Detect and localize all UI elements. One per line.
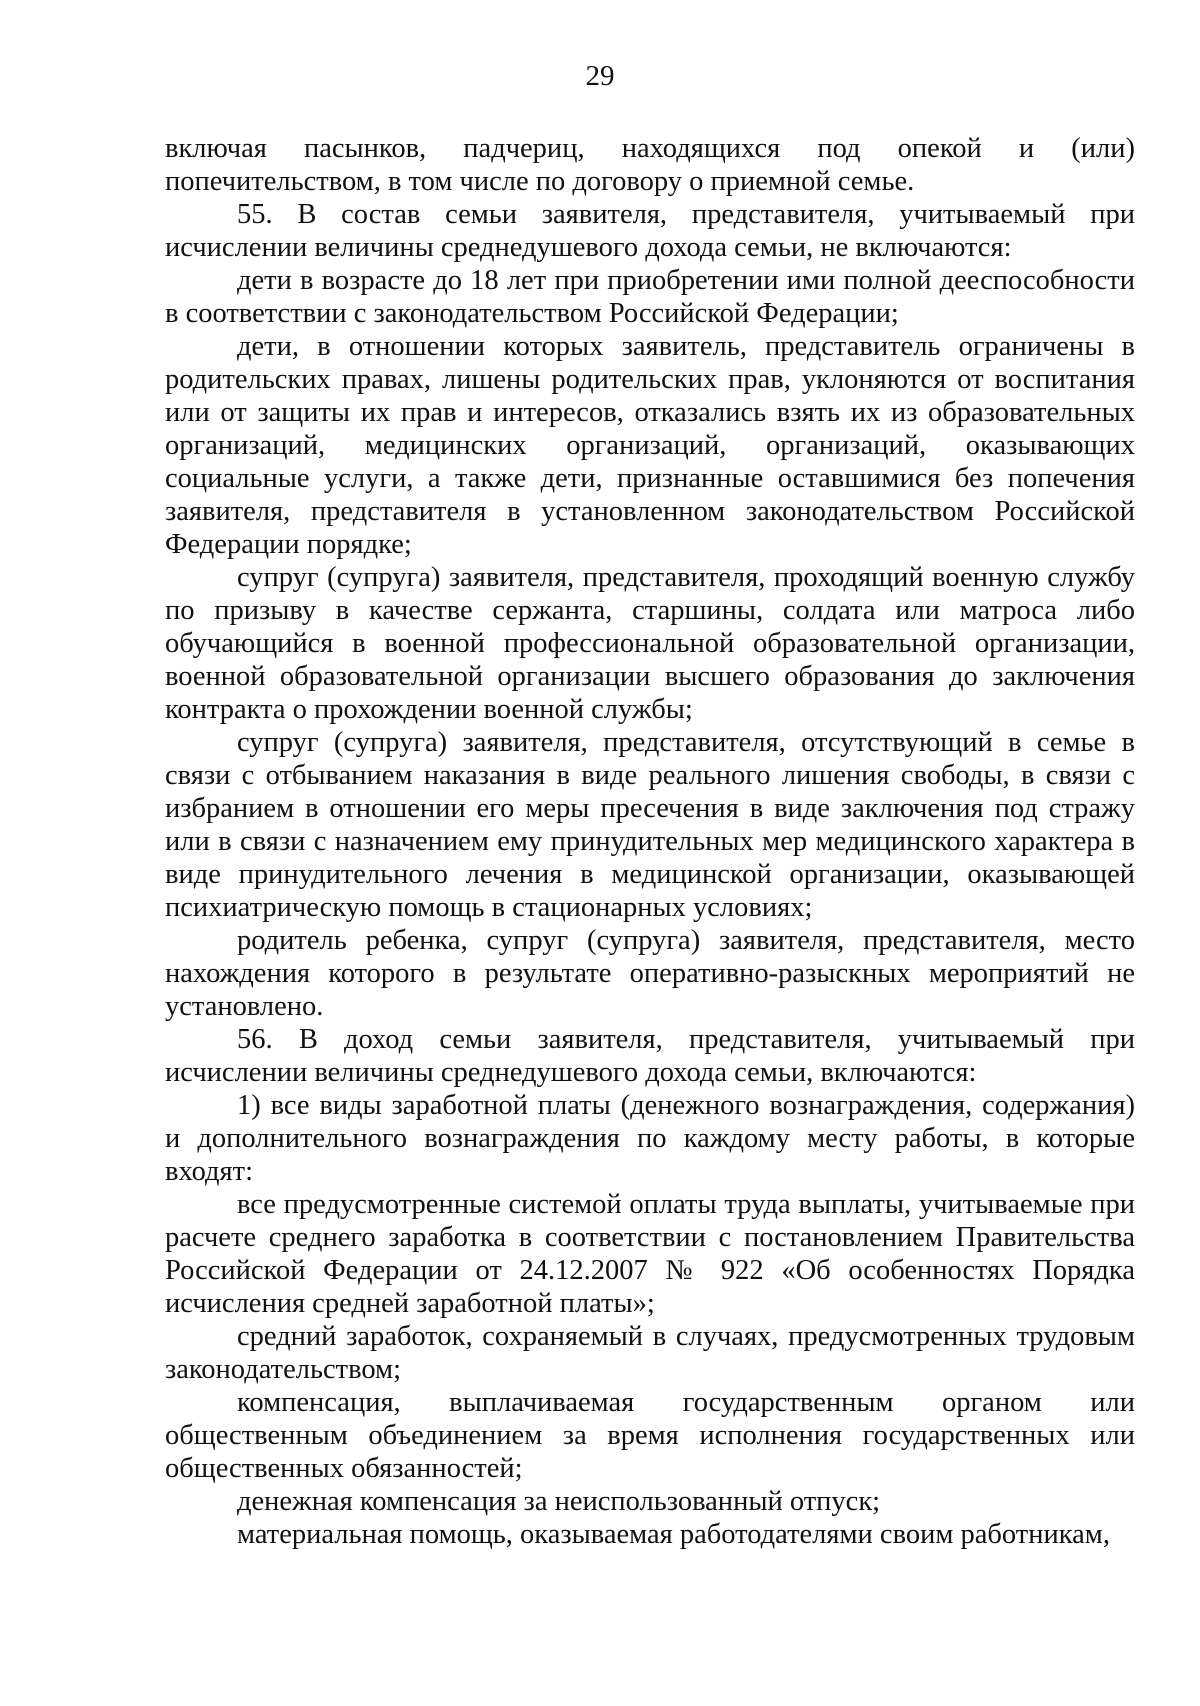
paragraph: средний заработок, сохраняемый в случаях, предусмотренных трудовым законодательством; (165, 1321, 1135, 1385)
paragraph-clause-55: 55. В состав семьи заявителя, представителя, учитываемый при исчислении величины среднедушевого дохода семьи, не включаются: (165, 199, 1135, 263)
paragraph: денежная компенсация за неиспользованный отпуск; (237, 1486, 881, 1517)
page-number: 29 (585, 60, 615, 92)
paragraph-clause-56: 56. В доход семьи заявителя, представителя, учитываемый при исчислении величины среднедушевого дохода семьи, включаются: (165, 1024, 1135, 1088)
paragraph: дети, в отношении которых заявитель, представитель ограничены в родительских правах, лишены родительских прав, уклоняются от воспитания или от защиты их прав и интересов, отказались взять их из образовательных организаций, медицинских организаций, организаций, оказывающих социальные услуги, а также дети, признанные оставшимися без попечения заявителя, представителя в установленном законодательством Российской Федерации порядке; (165, 331, 1135, 560)
paragraph: все предусмотренные системой оплаты труда выплаты, учитываемые при расчете среднего заработка в соответствии с постановлением Правительства Российской Федерации от 24.12.2007 № 922 «Об особенностях Порядка исчисления средней заработной платы»; (165, 1189, 1135, 1319)
paragraph: дети в возрасте до 18 лет при приобретении ими полной дееспособности в соответствии с законодательством Российской Федерации; (165, 265, 1135, 329)
paragraph: включая пасынков, падчериц, находящихся под опекой и (или) попечительством, в том числе по договору о приемной семье. (165, 133, 1135, 197)
paragraph: материальная помощь, оказываемая работодателями своим работникам, (237, 1519, 1110, 1550)
document-body (165, 132, 1135, 1551)
paragraph: родитель ребенка, супруг (супруга) заявителя, представителя, место нахождения которого в результате оперативно-разыскных мероприятий не установлено. (165, 925, 1135, 1022)
paragraph: компенсация, выплачиваемая государственным органом или общественным объединением за время исполнения государственных или общественных обязанностей; (165, 1387, 1135, 1484)
paragraph-subclause-1: 1) все виды заработной платы (денежного вознаграждения, содержания) и дополнительного вознаграждения по каждому месту работы, в которые входят: (165, 1090, 1135, 1187)
paragraph: супруг (супруга) заявителя, представителя, проходящий военную службу по призыву в качестве сержанта, старшины, солдата или матроса либо обучающийся в военной профессиональной образовательной организации, военной образовательной организации высшего образования до заключения контракта о прохождении военной службы; (165, 562, 1135, 725)
paragraph: супруг (супруга) заявителя, представителя, отсутствующий в семье в связи с отбыванием наказания в виде реального лишения свободы, в связи с избранием в отношении его меры пресечения в виде заключения под стражу или в связи с назначением ему принудительных мер медицинского характера в виде принудительного лечения в медицинской организации, оказывающей психиатрическую помощь в стационарных условиях; (165, 727, 1135, 923)
